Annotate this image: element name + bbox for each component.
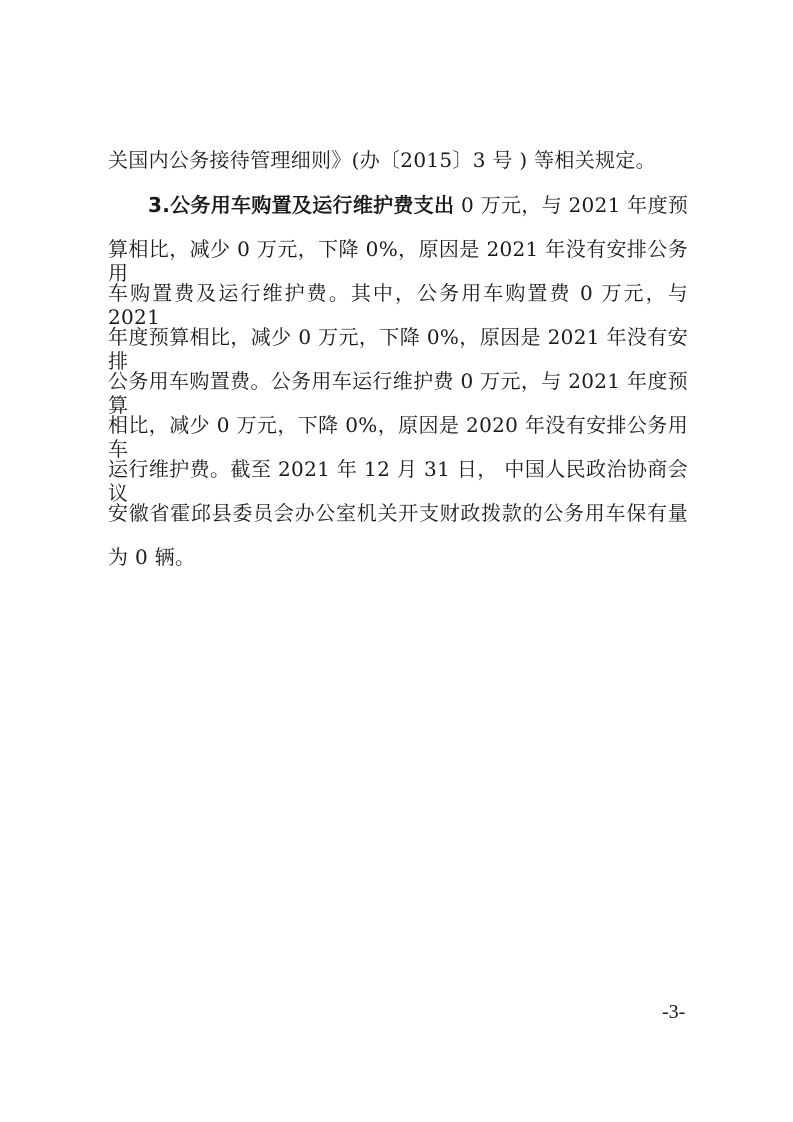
section-number: 3. — [148, 193, 171, 217]
section-heading: 公务用车购置及运行维护费支出 — [170, 193, 455, 217]
paragraph-line-7: 相比，减少 0 万元，下降 0%，原因是 2020 年没有安排公务用车 — [108, 413, 688, 461]
paragraph-line-3: 算相比，减少 0 万元，下降 0%，原因是 2021 年没有安排公务用 — [108, 237, 688, 285]
paragraph-line-4: 车购置费及运行维护费。其中，公务用车购置费 0 万元，与 2021 — [108, 281, 688, 329]
paragraph-line-5: 年度预算相比，减少 0 万元，下降 0%，原因是 2021 年没有安排 — [108, 325, 688, 373]
paragraph-line-10: 为 0 辆。 — [108, 545, 196, 569]
paragraph-line-9: 安徽省霍邱县委员会办公室机关开支财政拨款的公务用车保有量 — [108, 501, 688, 525]
page-number: -3- — [662, 1001, 686, 1023]
paragraph-line-2 — [148, 193, 688, 217]
section-heading-continuation: 0 万元，与 2021 年度预 — [454, 193, 689, 217]
paragraph-line-1: 关国内公务接待管理细则》(办〔2015〕3 号 ) 等相关规定。 — [108, 148, 656, 172]
paragraph-line-8: 运行维护费。截至 2021 年 12 月 31 日， 中国人民政治协商会议 — [108, 457, 688, 505]
paragraph-line-6: 公务用车购置费。公务用车运行维护费 0 万元，与 2021 年度预算 — [108, 369, 688, 417]
